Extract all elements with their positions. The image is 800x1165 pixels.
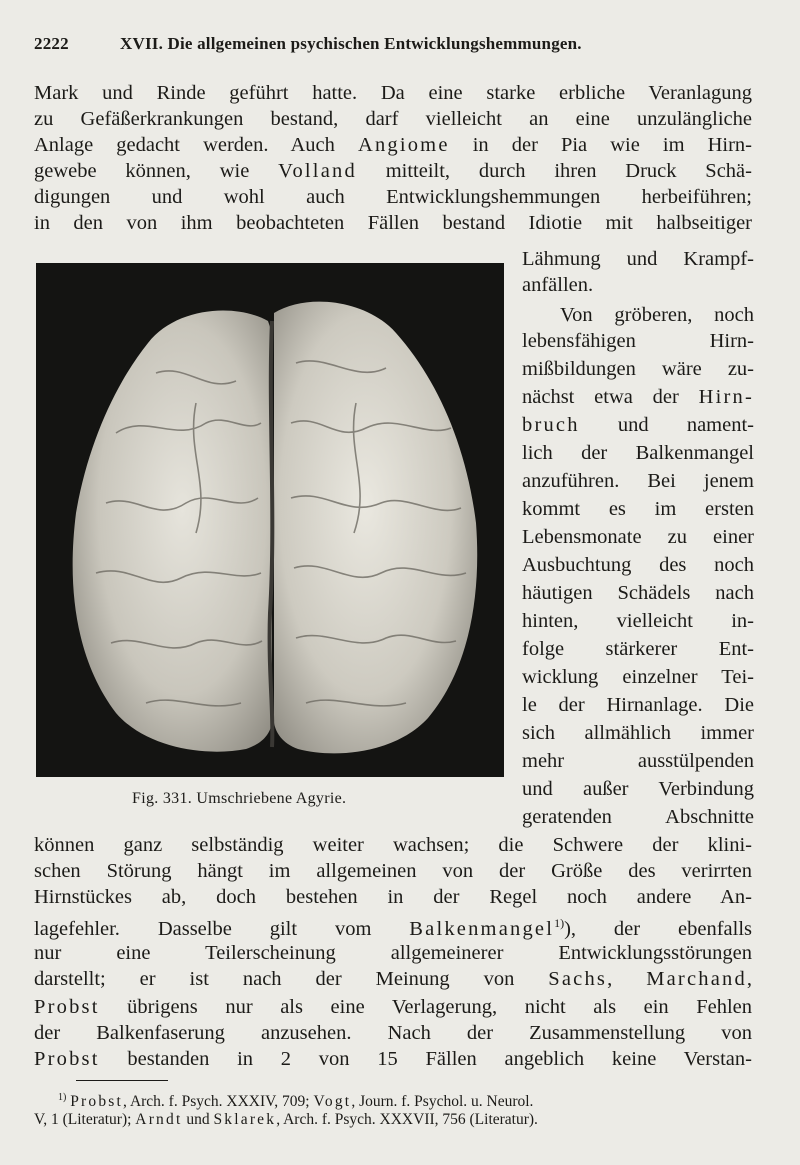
column-line: anzuführen. Bei jenem xyxy=(522,470,754,492)
author-name: Probst xyxy=(70,1093,124,1110)
figure-caption: Fig. 331. Umschriebene Agyrie. xyxy=(132,790,347,807)
body-line: können ganz selbständig weiter wachsen; die Schwere der klini- xyxy=(34,834,752,856)
body-line: darstellt; er ist nach der Meinung von Sachs, Marchand, xyxy=(34,968,753,990)
column-line: Lebensmonate zu einer xyxy=(522,526,754,548)
column-line: bruch und nament- xyxy=(522,414,754,436)
column-line: mißbildungen wäre zu- xyxy=(522,358,754,380)
body-line: schen Störung hängt im allgemeinen von der Größe des verirrten xyxy=(34,860,752,882)
spaced-term: Angiome xyxy=(357,134,450,156)
column-line: geratenden Abschnitte xyxy=(522,806,754,828)
column-line: und außer Verbindung xyxy=(522,778,754,800)
author-name: Sklarek xyxy=(213,1111,277,1128)
body-line: Probst bestanden in 2 von 15 Fällen angeblich keine Verstan- xyxy=(34,1048,752,1070)
column-line: sich allmählich immer xyxy=(522,722,754,744)
spaced-term: Balkenmangel xyxy=(409,918,555,940)
author-name: Probst xyxy=(34,996,100,1018)
column-line: Von gröberen, noch xyxy=(560,304,754,326)
author-name: Sachs xyxy=(548,968,608,990)
footnote-rule xyxy=(76,1080,168,1081)
body-line: in den von ihm beobachteten Fällen bestand Idiotie mit halbseitiger xyxy=(34,212,752,234)
column-line: le der Hirnanlage. Die xyxy=(522,694,754,716)
column-line: lebensfähigen Hirn- xyxy=(522,330,754,352)
author-name: Arndt xyxy=(135,1111,183,1128)
footnote-reference: 1) xyxy=(554,916,565,930)
column-line: nächst etwa der Hirn- xyxy=(522,386,754,408)
column-line: hinten, vielleicht in- xyxy=(522,610,754,632)
body-line: lagefehler. Dasselbe gilt vom Balkenmangel$^{1)}$), der ebenfalls xyxy=(34,916,752,940)
running-title: XVII. Die allgemeinen psychischen Entwicklungshemmungen. xyxy=(120,34,582,53)
author-name: Marchand xyxy=(646,968,747,990)
column-line: wicklung einzelner Tei- xyxy=(522,666,754,688)
spaced-term: bruch xyxy=(522,414,580,436)
body-line: der Balkenfaserung anzusehen. Nach der Zusammenstellung von xyxy=(34,1022,752,1044)
page-number: 2222 xyxy=(34,34,69,53)
brain-illustration xyxy=(36,263,504,777)
body-line: Anlage gedacht werden. Auch Angiome in der Pia wie im Hirn- xyxy=(34,134,752,156)
column-line: Lähmung und Krampf- xyxy=(522,248,754,270)
body-line: zu Gefäßerkrankungen bestand, darf vielleicht an eine unzulängliche xyxy=(34,108,752,130)
column-line: häutigen Schädels nach xyxy=(522,582,754,604)
author-name: Volland xyxy=(278,160,357,182)
spaced-term: Hirn- xyxy=(698,386,754,408)
column-line: lich der Balkenmangel xyxy=(522,442,754,464)
body-line: Mark und Rinde geführt hatte. Da eine starke erbliche Veranlagung xyxy=(34,82,752,104)
column-line: Ausbuchtung des noch xyxy=(522,554,754,576)
body-line: Hirnstückes ab, doch bestehen in der Regel noch andere An- xyxy=(34,886,752,908)
author-name: Vogt xyxy=(313,1093,352,1110)
footnote-line: V, 1 (Literatur); Arndt und Sklarek, Arch. f. Psych. XXXVII, 756 (Literatur). xyxy=(34,1111,538,1128)
body-line: Probst übrigens nur als eine Verlagerung, nicht als ein Fehlen xyxy=(34,996,752,1018)
running-header xyxy=(34,34,774,54)
column-line: kommt es im ersten xyxy=(522,498,754,520)
author-name: Probst xyxy=(34,1048,100,1070)
body-line: nur eine Teilerscheinung allgemeinerer Entwicklungsstörungen xyxy=(34,942,752,964)
body-line: gewebe können, wie Volland mitteilt, durch ihren Druck Schä- xyxy=(34,160,752,182)
column-line: mehr ausstülpenden xyxy=(522,750,754,772)
brain-photograph xyxy=(36,263,504,777)
footnote-marker: 1) xyxy=(58,1092,67,1103)
footnote-line: $^{1)}$ Probst, Arch. f. Psych. XXXIV, 709; Vogt, Journ. f. Psychol. u. Neurol. xyxy=(58,1092,534,1110)
column-line: anfällen. xyxy=(522,274,594,296)
body-line: digungen und wohl auch Entwicklungshemmungen herbeiführen; xyxy=(34,186,752,208)
column-line: folge stärkerer Ent- xyxy=(522,638,754,660)
